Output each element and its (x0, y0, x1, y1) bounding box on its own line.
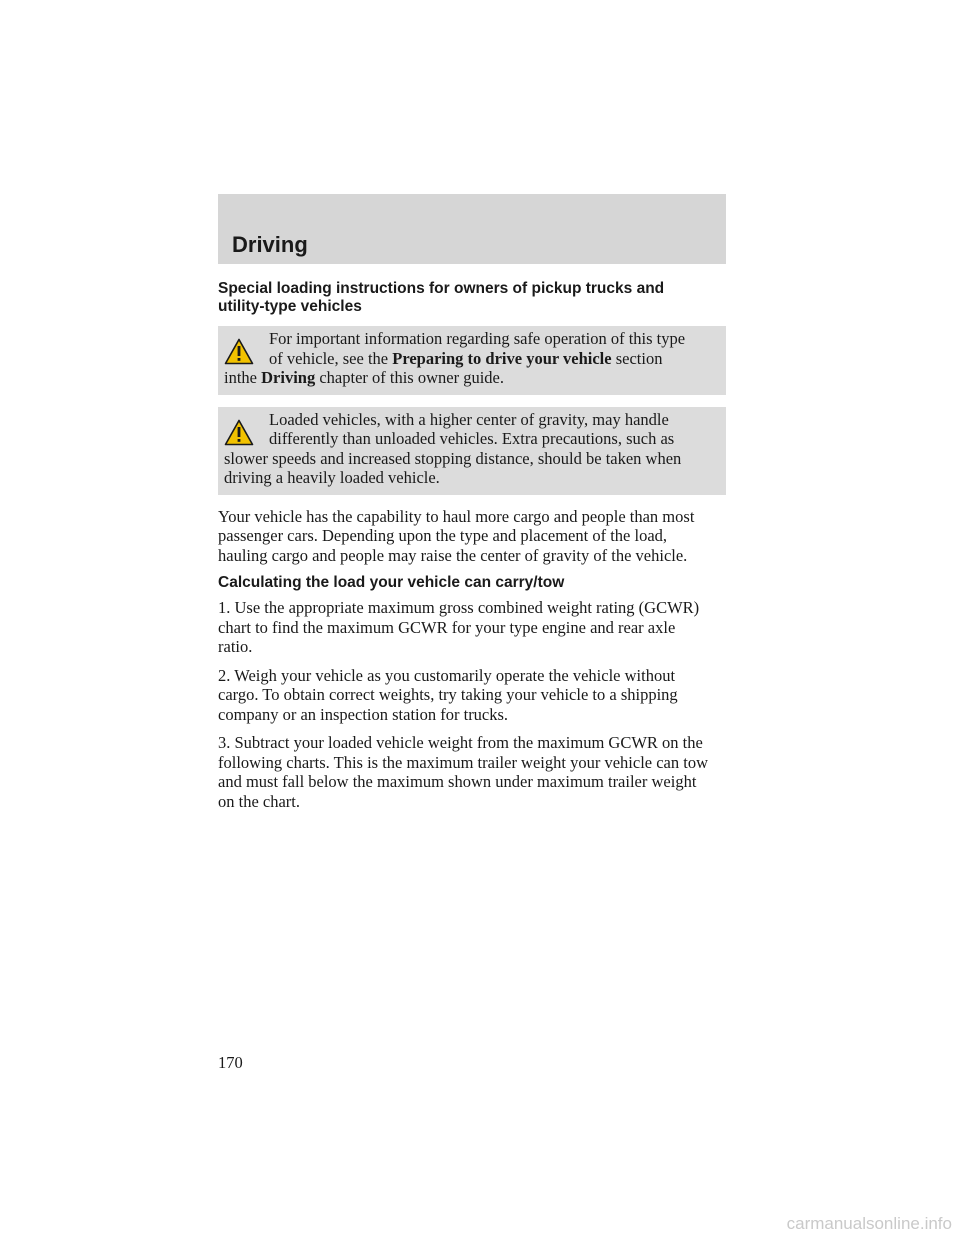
text-line: 3. Subtract your loaded vehicle weight from the maximum GCWR on the (218, 733, 703, 752)
chapter-header-band (218, 194, 726, 264)
warning-line: section (615, 348, 663, 368)
warning-line: For important information regarding safe operation of this type (269, 329, 686, 348)
text-line: and must fall below the maximum shown under maximum trailer weight (218, 772, 697, 791)
text-line: on the chart. (218, 791, 301, 811)
chapter-reference: Driving (261, 368, 316, 387)
watermark: carmanualsonline.info (786, 1214, 952, 1233)
warning-box-loaded-vehicles (218, 407, 726, 495)
text-line: hauling cargo and people may raise the center of gravity of the vehicle. (218, 545, 688, 565)
warning-line: inthe (224, 368, 257, 387)
section-heading-line: Special loading instructions for owners of pickup trucks and (218, 280, 665, 297)
step-3 (218, 733, 726, 811)
text-line: Your vehicle has the capability to haul more cargo and people than most (218, 506, 695, 526)
warning-text (224, 329, 714, 388)
section-heading-line: utility-type vehicles (218, 298, 362, 315)
warning-line: differently than unloaded vehicles. Extra precautions, such as (269, 429, 675, 448)
warning-line: Loaded vehicles, with a higher center of gravity, may handle (269, 409, 669, 429)
warning-box-safe-operation (218, 326, 726, 395)
chapter-title: Driving (232, 232, 308, 257)
text-line: passenger cars. Depending upon the type and placement of the load, (218, 526, 668, 545)
text-line: chart to find the maximum GCWR for your type engine and rear axle (218, 617, 676, 637)
section-reference: Preparing to drive your vehicle (392, 348, 612, 368)
warning-line: of vehicle, see the (269, 348, 389, 368)
text-line: 2. Weigh your vehicle as you customarily operate the vehicle without (218, 665, 676, 685)
page-content (218, 280, 726, 820)
warning-triangle-icon (224, 338, 254, 365)
text-line: company or an inspection station for trucks. (218, 704, 509, 724)
text-line: following charts. This is the maximum trailer weight your vehicle can tow (218, 752, 708, 772)
page-number: 170 (218, 1053, 243, 1072)
text-line: 1. Use the appropriate maximum gross combined weight rating (GCWR) (218, 598, 700, 617)
text-line: ratio. (218, 637, 253, 656)
step-2 (218, 666, 726, 725)
warning-line: chapter of this owner guide. (319, 368, 504, 387)
section-heading (218, 280, 726, 316)
text-line: cargo. To obtain correct weights, try taking your vehicle to a shipping (218, 685, 678, 704)
warning-triangle-icon (224, 419, 254, 446)
step-1 (218, 598, 726, 657)
warning-line: driving a heavily loaded vehicle. (224, 468, 440, 487)
warning-text (224, 410, 714, 488)
sub-heading: Calculating the load your vehicle can carry/tow (218, 574, 565, 591)
warning-line: slower speeds and increased stopping distance, should be taken when (224, 448, 682, 468)
body-paragraph (218, 507, 726, 566)
